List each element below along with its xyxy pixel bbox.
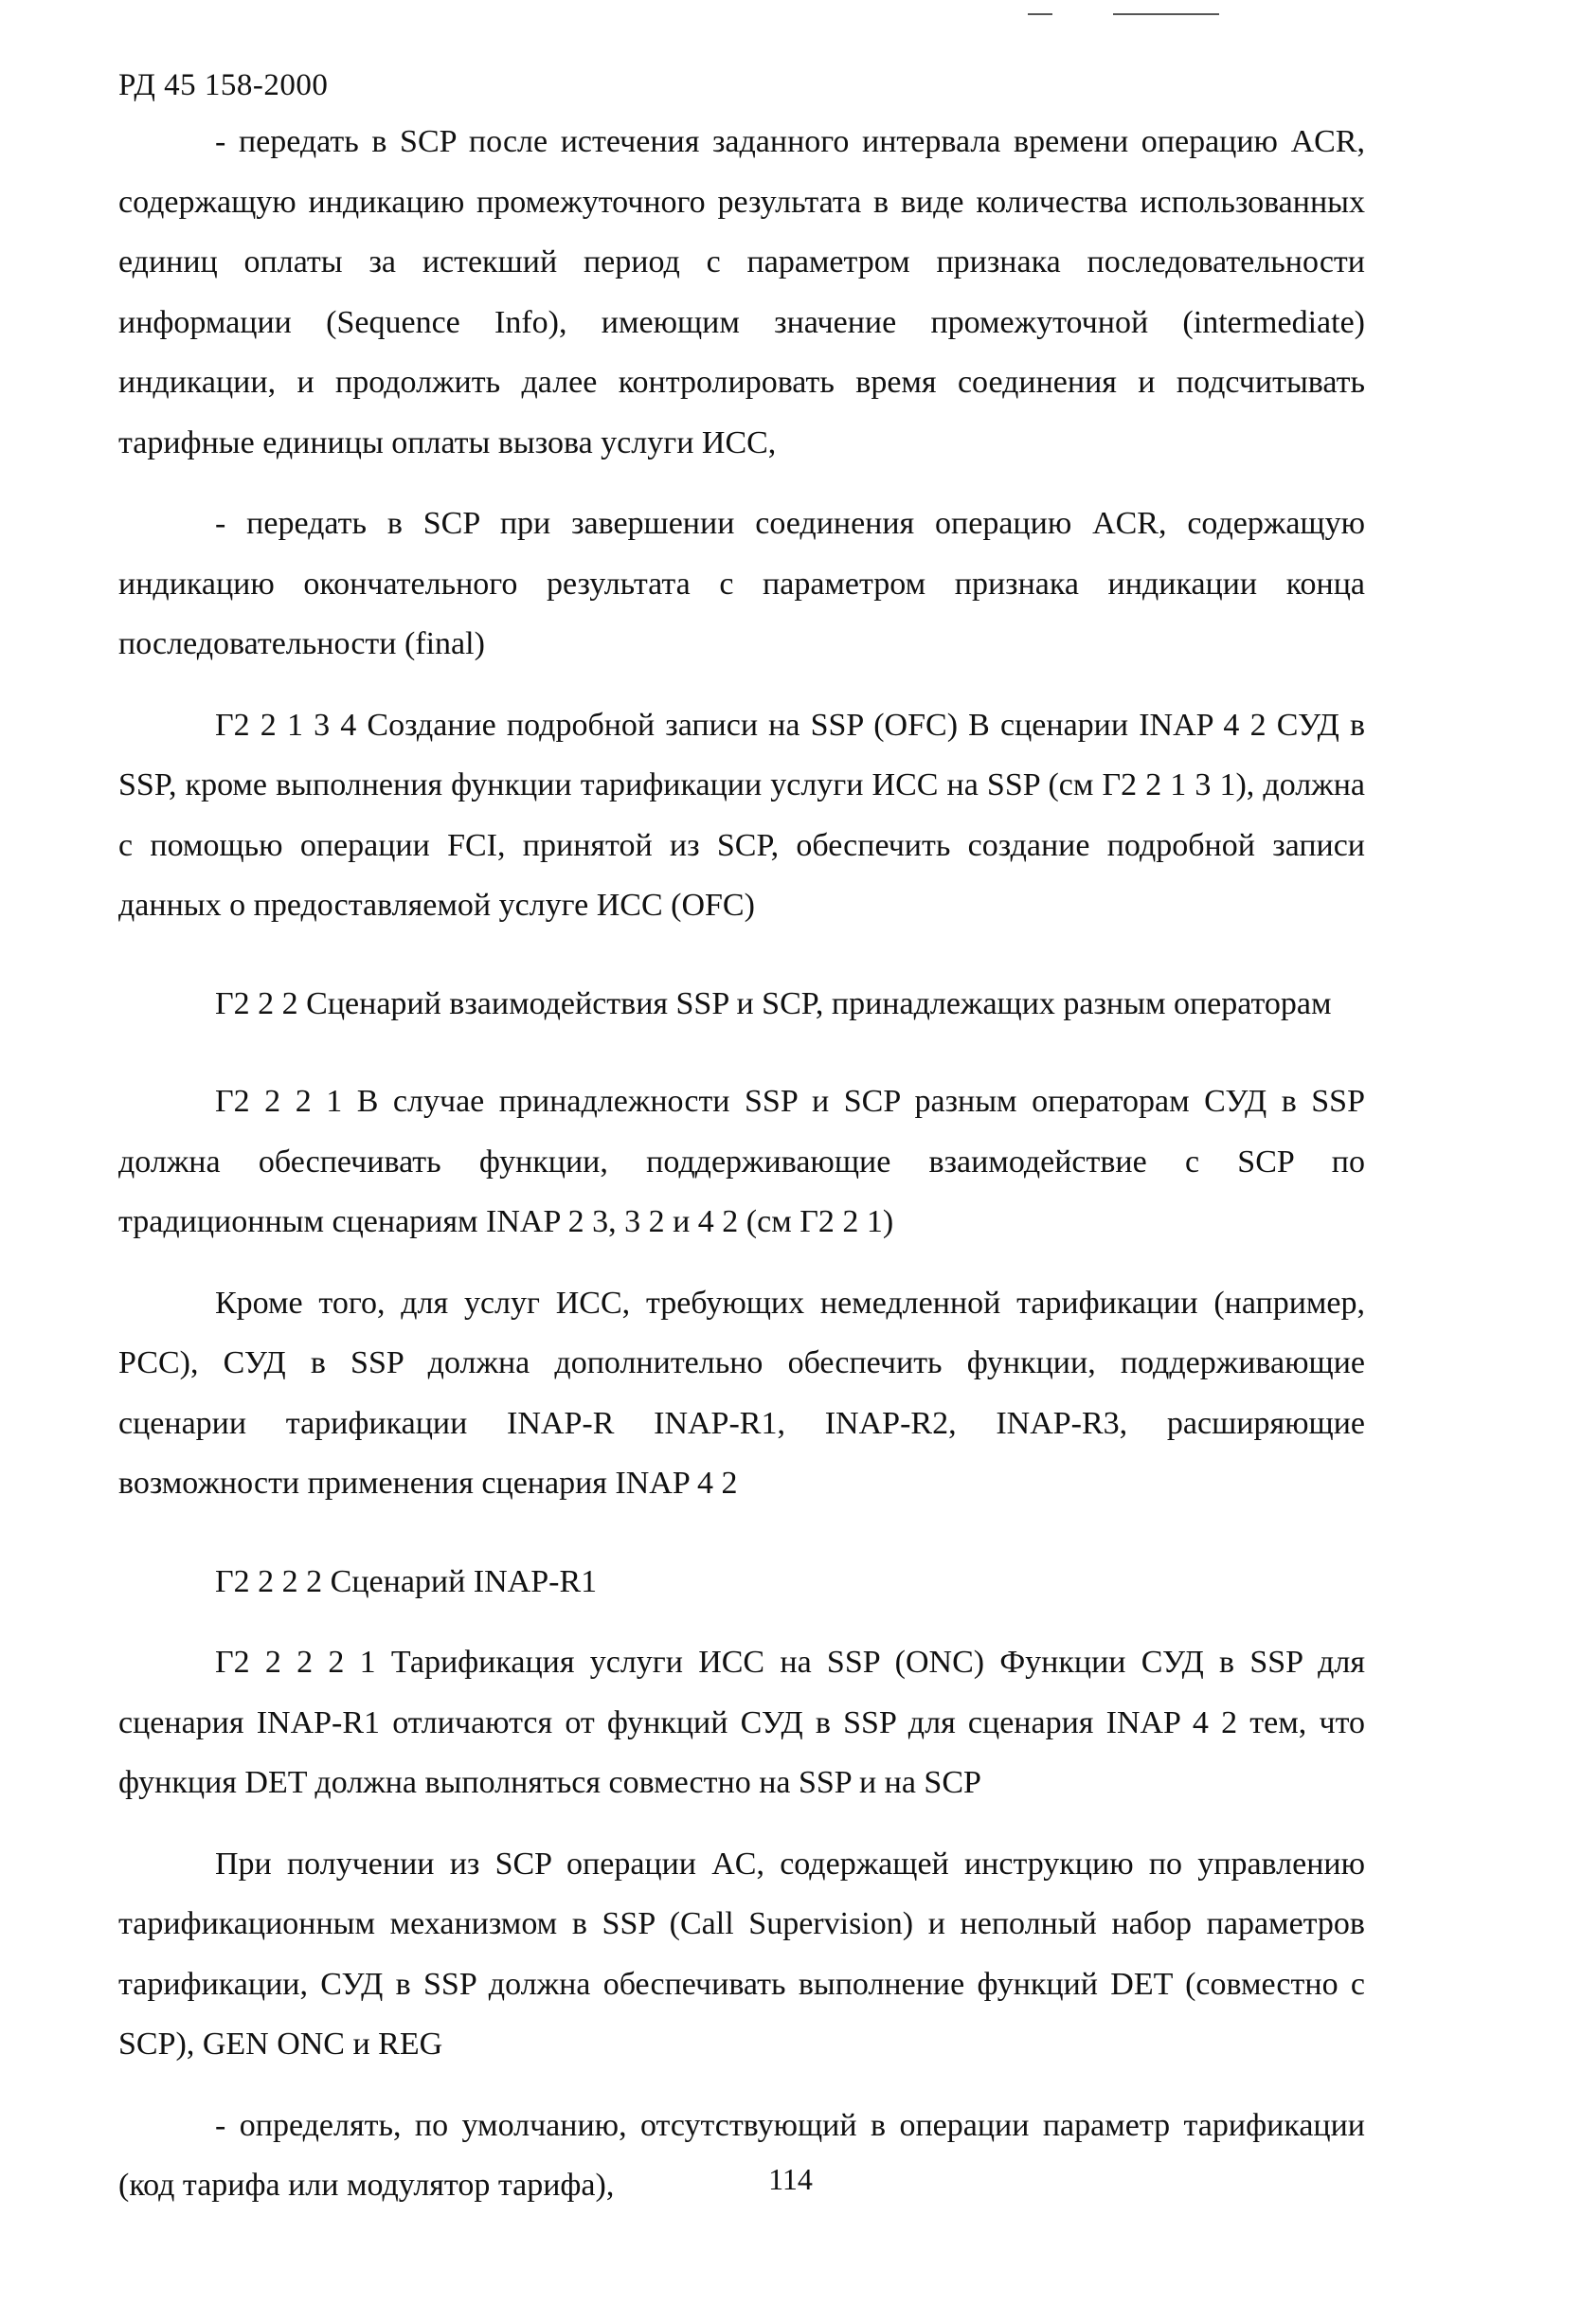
section-heading-g222: Г2 2 2 Сценарий взаимодействия SSP и SCP, принадлежащих разным операторам — [215, 985, 1332, 1021]
paragraph-g22134-ofc: Г2 2 1 3 4 Создание подробной записи на SSP (OFC) В сценарии INAP 4 2 СУД в SSP, кроме выполнения функции тарификации услуги ИСС на SSP (см Г2 2 1 3 1), должна с помощью операции FCI, принятой из SCP, обеспечить создание подробной записи данных о предоставляемой услуге ИСС (OFC) — [118, 707, 1365, 923]
page-number: 114 — [768, 2162, 813, 2196]
paragraph-g2221: Г2 2 2 1 В случае принадлежности SSP и SCP разным операторам СУД в SSP должна обеспечивать функции, поддерживающие взаимодействие с SCP по традиционным сценариям INAP 2 3, 3 2 и 4 2 (см Г2 2 1) — [118, 1084, 1365, 1239]
paragraph-ac-operation: При получении из SCP операции AC, содержащей инструкцию по управлению тарификационным механизмом в SSP (Call Supervision) и неполный набор параметров тарификации, СУД в SSP должна обеспечивать выполнение функций DET (совместно с SCP), GEN ONC и REG — [118, 1846, 1365, 2062]
paragraph-acr-intermediate: - передать в SCP после истечения заданного интервала времени операцию ACR, содержащую индикацию промежуточного результата в виде количества использованных единиц оплаты за истекший период с параметром признака последовательности информации (Sequence Info), имеющим значение промежуточной (intermediate) индикации, и продолжить далее контролировать время соединения и подсчитывать тарифные единицы оплаты вызова услуги ИСС, — [118, 124, 1365, 460]
paragraph-inap-r-scenarios: Кроме того, для услуг ИСС, требующих немедленной тарификации (например, РСС), СУД в SSP должна дополнительно обеспечить функции, поддерживающие сценарии тарификации INAP-R INAP-R1, INAP-R2, INAP-R3, расширяющие возможности применения сценария INAP 4 2 — [118, 1285, 1365, 1501]
paragraph-g22221-onc: Г2 2 2 2 1 Тарификация услуги ИСС на SSP (ONC) Функции СУД в SSP для сценария INAP-R1 отличаются от функций СУД в SSP для сценария INAP 4 2 тем, что функция DET должна выполняться совместно на SSP и на SCP — [118, 1645, 1365, 1800]
top-rule-short — [1028, 13, 1052, 15]
document-body — [118, 112, 1365, 2216]
paragraph-acr-final: - передать в SCP при завершении соединения операцию ACR, содержащую индикацию окончательного результата с параметром признака индикации конца последовательности (final) — [118, 506, 1365, 661]
paragraph-default-param: - определять, по умолчанию, отсутствующий в операции параметр тарификации (код тарифа или модулятор тарифа), — [118, 2107, 1365, 2203]
section-heading-g2222: Г2 2 2 2 Сценарий INAP-R1 — [215, 1563, 598, 1599]
top-rule-long — [1113, 13, 1219, 15]
document-header: РД 45 158-2000 — [118, 68, 329, 102]
